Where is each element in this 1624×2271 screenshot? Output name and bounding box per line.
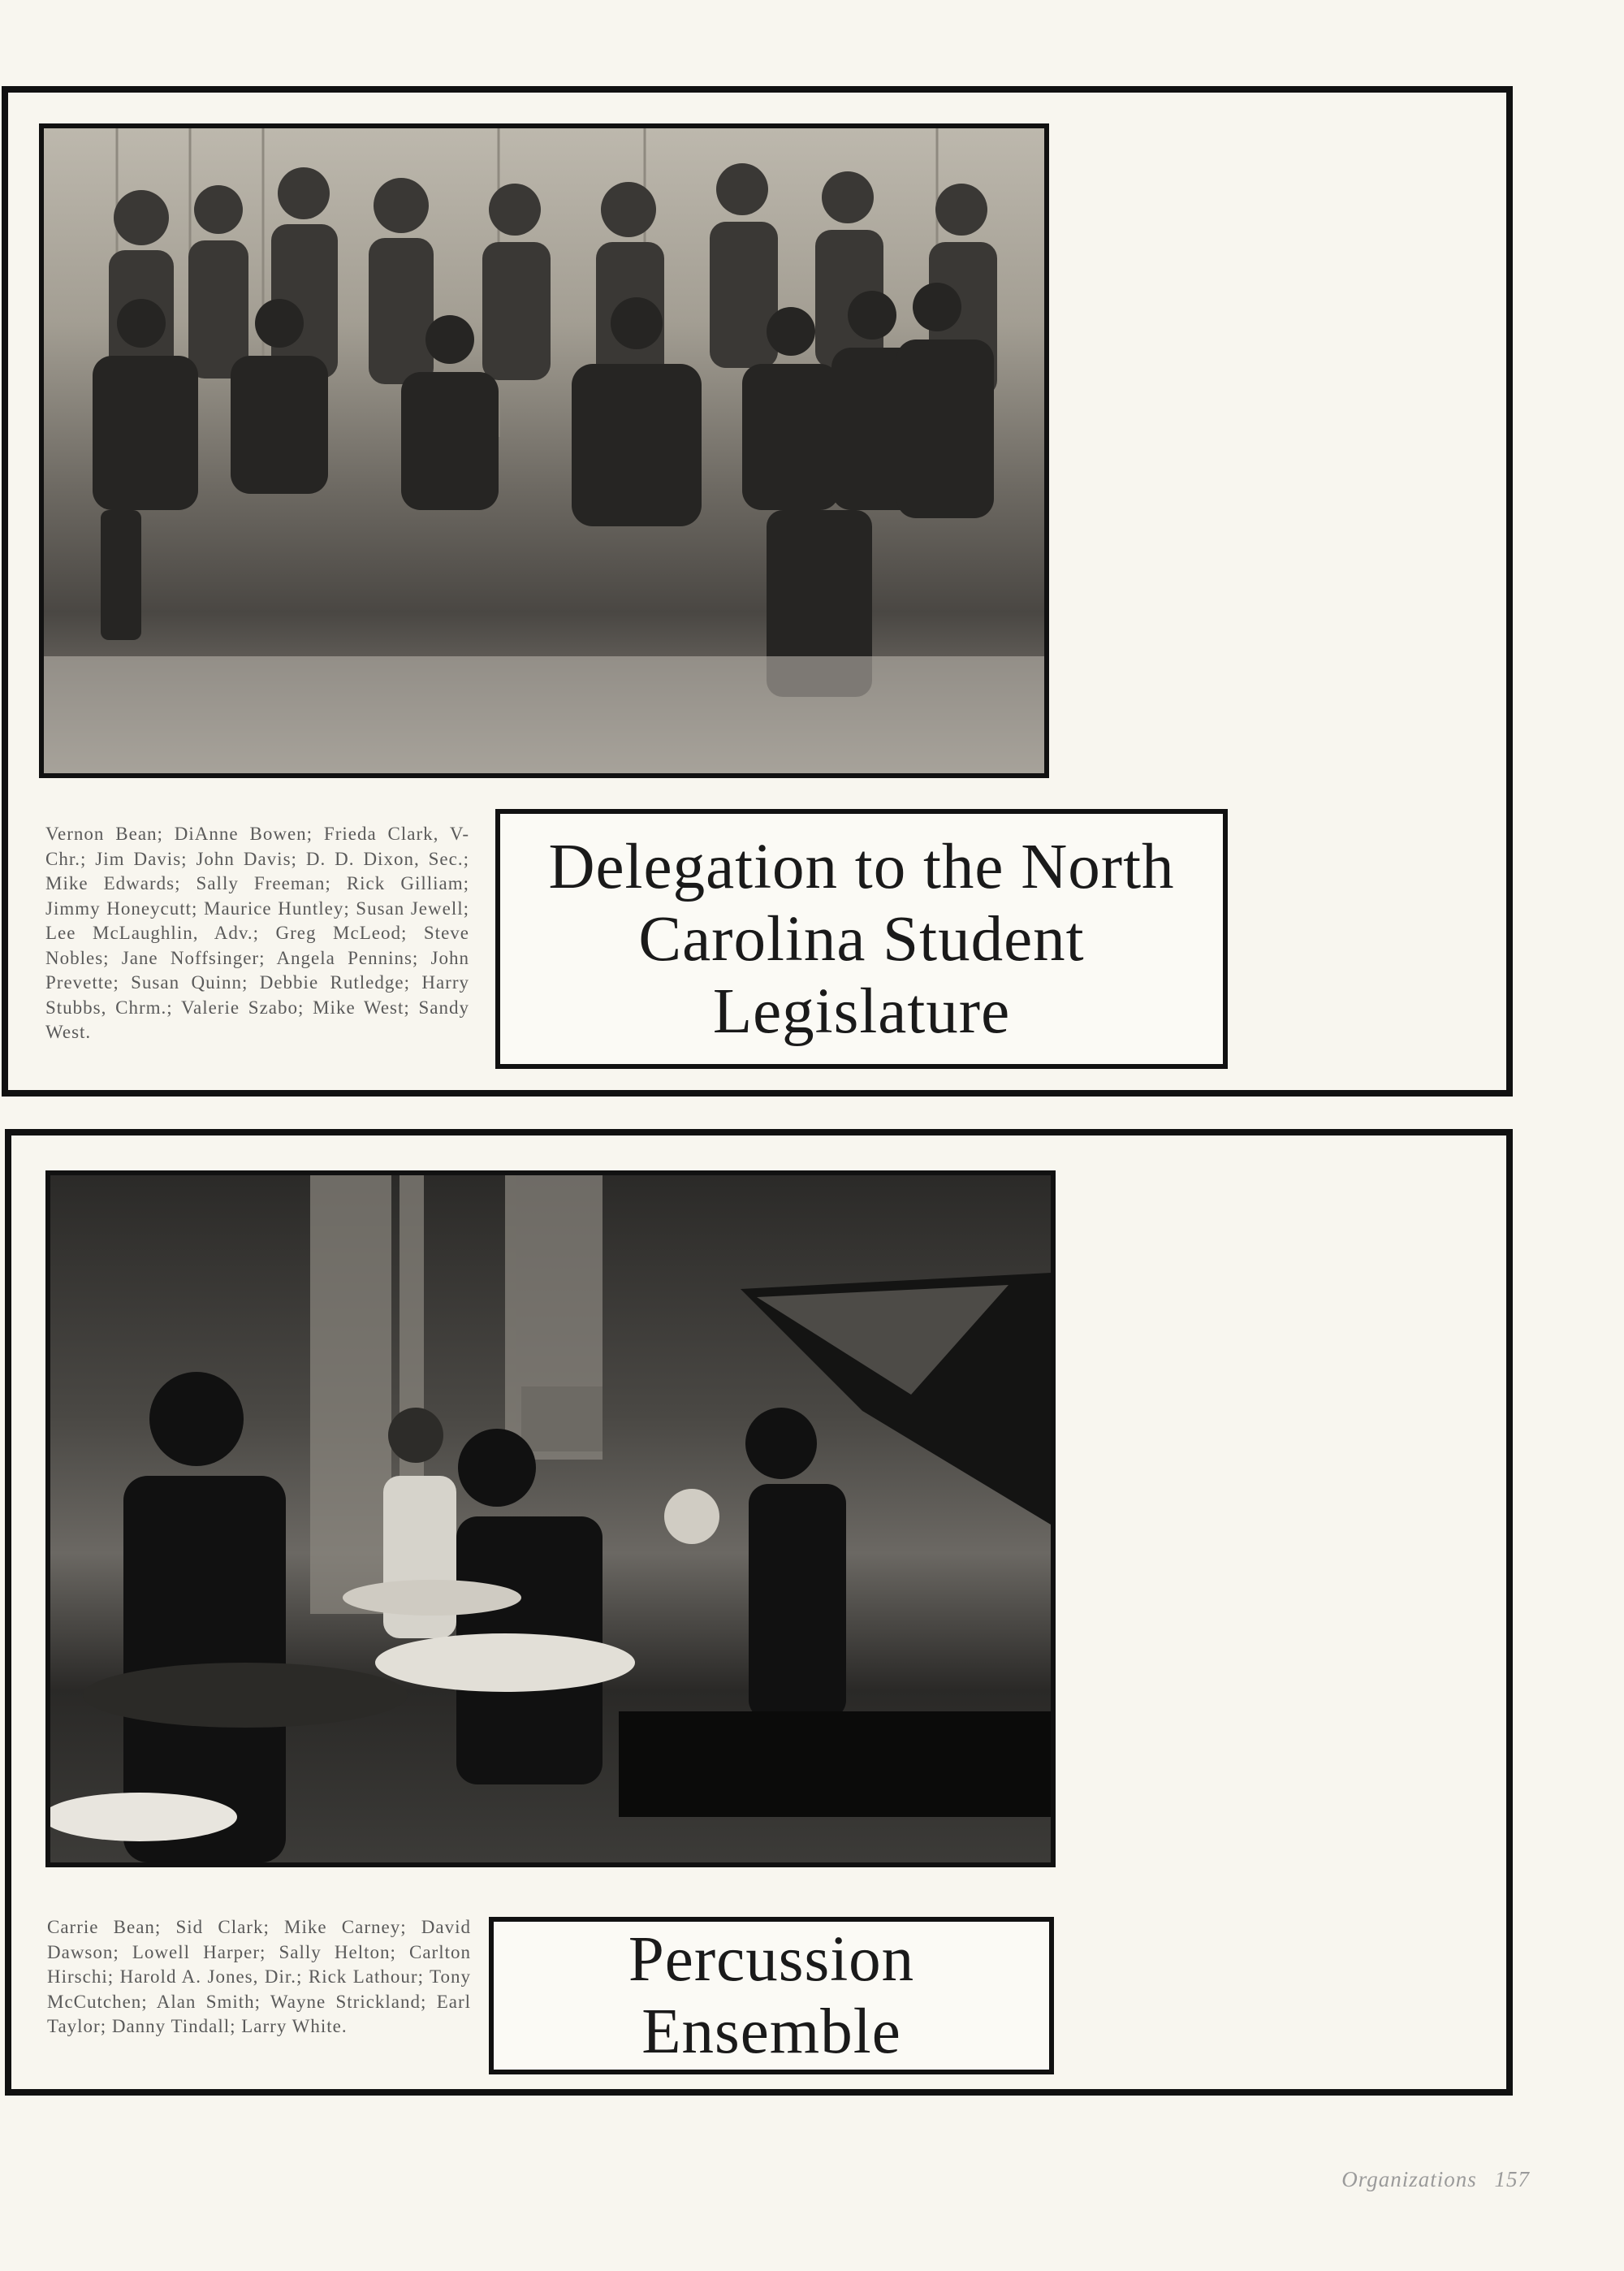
page-folio bbox=[1341, 2167, 1530, 2192]
percussion-member-list: Carrie Bean; Sid Clark; Mike Carney; David Dawson; Lowell Harper; Sally Helton; Carlton Hirschi; Harold A. Jones, Dir.; Rick Lathour; Tony McCutchen; Alan Smith; Wayne Strickland; Earl Taylor; Danny Tindall; Larry White. bbox=[47, 1917, 471, 2036]
page-number: 157 bbox=[1494, 2167, 1530, 2191]
group-photo-illustration bbox=[44, 128, 1044, 773]
delegation-title: Delegation to the North Carolina Student Legislature bbox=[548, 831, 1175, 1047]
percussion-title-box bbox=[489, 1917, 1054, 2074]
ensemble-photo-illustration bbox=[50, 1175, 1051, 1862]
percussion-ensemble-photo bbox=[45, 1170, 1056, 1867]
folio-section-name: Organizations bbox=[1341, 2167, 1477, 2191]
delegation-section bbox=[2, 86, 1513, 1097]
delegation-group-photo bbox=[39, 123, 1049, 778]
percussion-title: Percussion Ensemble bbox=[628, 1924, 915, 2067]
delegation-member-list: Vernon Bean; DiAnne Bowen; Frieda Clark, V-Chr.; Jim Davis; John Davis; D. D. Dixon, Sec.; Mike Edwards; Sally Freeman; Rick Gilliam; Jimmy Honeycutt; Maurice Huntley; Susan Jewell; Lee McLaughlin, Adv.; Greg McLeod; Steve Nobles; Jane Noffsinger; Angela Pennins; John Prevette; Susan Quinn; Debbie Rutledge; Harry Stubbs, Chrm.; Valerie Szabo; Mike West; Sandy West. bbox=[45, 824, 469, 1042]
percussion-section bbox=[5, 1129, 1513, 2096]
delegation-title-box bbox=[495, 809, 1228, 1069]
